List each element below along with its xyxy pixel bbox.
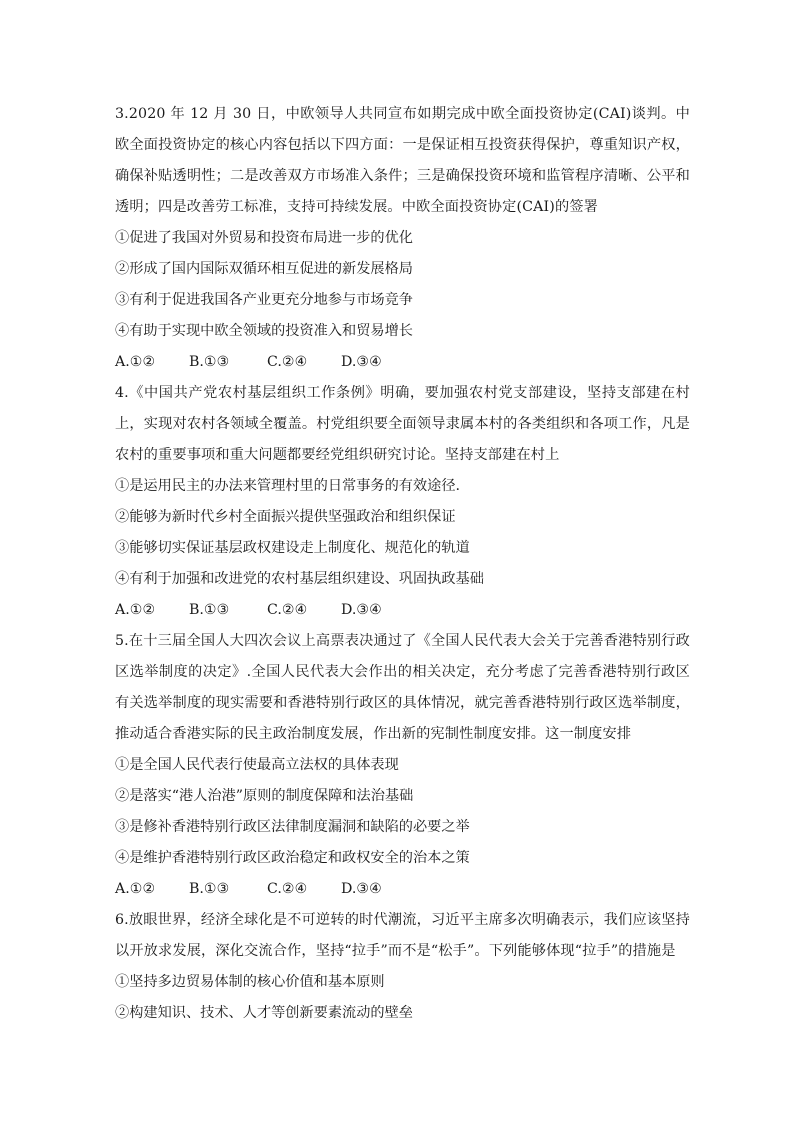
answer-c: C.②④ bbox=[267, 602, 308, 618]
answer-d: D.③④ bbox=[341, 881, 382, 897]
option-3: ③有利于促进我国各产业更充分地参与市场竞争 bbox=[115, 292, 413, 308]
option-2: ②形成了国内国际双循环相互促进的新发展格局 bbox=[115, 261, 413, 277]
question-stem: 5.在十三届全国人大四次会议上高票表决通过了《全国人民代表大会关于完善香港特别行政区选举制度的决定》.全国人民代表大会作出的相关决定，充分考虑了完善香港特别行政区有关选举制度的现实需要和香港特别行政区的具体情况，就完善香港特别行政区选举制度，推动适合香港实际的民主政治制度发展，作出新的宪制性制度安排。这一制度安排 bbox=[115, 633, 690, 742]
option-2: ②能够为新时代乡村全面振兴提供坚强政治和组织保证 bbox=[115, 509, 456, 525]
question-stem: 3.2020 年 12 月 30 日，中欧领导人共同宣布如期完成中欧全面投资协定(CAI)谈判。中欧全面投资协定的核心内容包括以下四方面：一是保证相互投资获得保护，尊重知识产权，确保补贴透明性；二是改善双方市场准入条件；三是确保投资环境和监管程序清晰、公平和透明；四是改善劳工标准，支持可持续发展。中欧全面投资协定(CAI)的签署 bbox=[115, 106, 690, 215]
answer-b: B.①③ bbox=[189, 354, 230, 370]
answer-c: C.②④ bbox=[267, 881, 308, 897]
option-2: ②是落实“港人治港”原则的制度保障和法治基础 bbox=[115, 788, 414, 804]
answer-a: A.①② bbox=[115, 881, 156, 897]
answer-choices bbox=[115, 347, 690, 378]
answer-b: B.①③ bbox=[189, 602, 230, 618]
question-3 bbox=[115, 99, 690, 378]
answer-a: A.①② bbox=[115, 602, 156, 618]
option-4: ④是维护香港特别行政区政治稳定和政权安全的治本之策 bbox=[115, 850, 470, 866]
question-6 bbox=[115, 905, 690, 1029]
option-3: ③能够切实保证基层政权建设走上制度化、规范化的轨道 bbox=[115, 540, 470, 556]
document-page bbox=[115, 99, 690, 1029]
option-1: ①促进了我国对外贸易和投资布局进一步的优化 bbox=[115, 230, 413, 246]
answer-d: D.③④ bbox=[341, 354, 382, 370]
option-4: ④有利于加强和改进党的农村基层组织建设、巩固执政基础 bbox=[115, 571, 484, 587]
option-4: ④有助于实现中欧全领域的投资准入和贸易增长 bbox=[115, 323, 413, 339]
answer-d: D.③④ bbox=[341, 602, 382, 618]
question-stem: 4.《中国共产党农村基层组织工作条例》明确，要加强农村党支部建设，坚持支部建在村上，实现对农村各领域全覆盖。村党组织要全面领导隶属本村的各类组织和各项工作，凡是农村的重要事项和重大问题都要经党组织研究讨论。坚持支部建在村上 bbox=[115, 385, 690, 463]
option-3: ③是修补香港特别行政区法律制度漏洞和缺陷的必要之举 bbox=[115, 819, 470, 835]
question-4 bbox=[115, 378, 690, 626]
answer-c: C.②④ bbox=[267, 354, 308, 370]
answer-a: A.①② bbox=[115, 354, 156, 370]
question-stem: 6.放眼世界，经济全球化是不可逆转的时代潮流，习近平主席多次明确表示，我们应该坚持以开放求发展，深化交流合作，坚持“拉手”而不是“松手”。下列能够体现“拉手”的措施是 bbox=[115, 912, 690, 959]
option-2: ②构建知识、技术、人才等创新要素流动的壁垒 bbox=[115, 1005, 413, 1021]
answer-b: B.①③ bbox=[189, 881, 230, 897]
question-5 bbox=[115, 626, 690, 905]
option-1: ①是运用民主的办法来管理村里的日常事务的有效途径. bbox=[115, 478, 461, 494]
answer-choices bbox=[115, 874, 690, 905]
option-1: ①是全国人民代表行使最高立法权的具体表现 bbox=[115, 757, 399, 773]
option-1: ①坚持多边贸易体制的核心价值和基本原则 bbox=[115, 974, 385, 990]
answer-choices bbox=[115, 595, 690, 626]
